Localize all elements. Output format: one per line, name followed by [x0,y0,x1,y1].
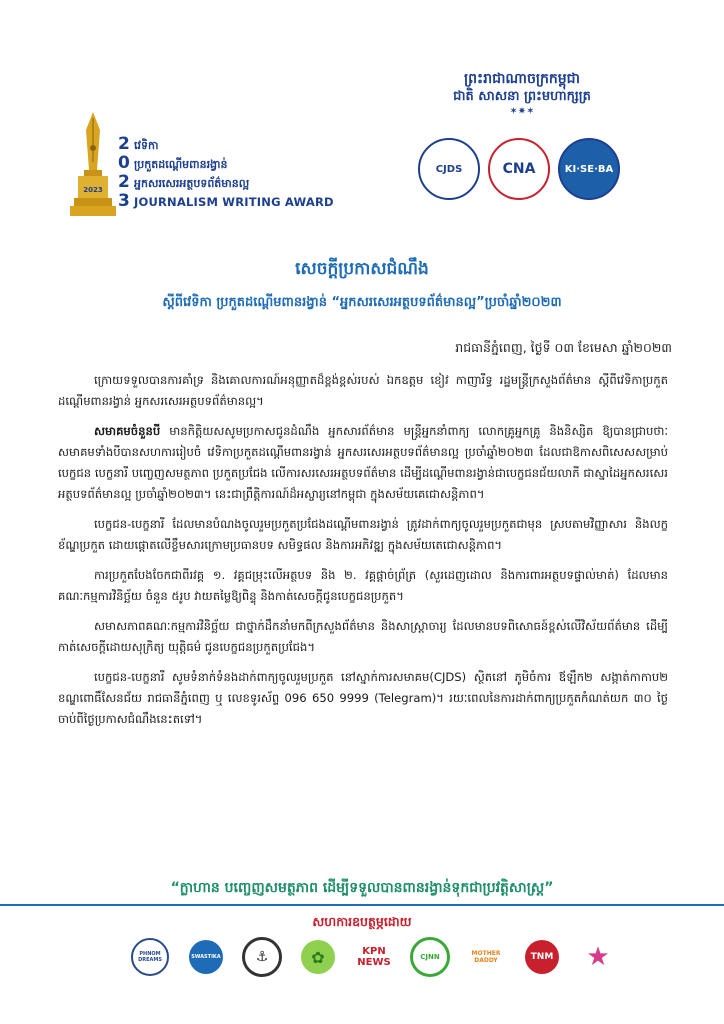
sponsor-label: សហការឧបត្ថម្ភដោយ [312,914,412,929]
trophy-year: 2023 [83,186,103,194]
divider [0,904,724,906]
kingdom-header [422,70,622,118]
award-text: អ្នកសរសេរអត្ថបទព័ត៌មានល្អ [134,177,250,190]
sponsor-logos [126,934,622,980]
announcement-body [58,370,668,739]
sponsor-cjnn: CJNN [406,934,454,980]
award-digit: 3 [118,191,130,211]
page-subtitle: ស្ដីពីវេទិកា ប្រកួតដណ្ដើមពានរង្វាន់ “អ្នកសរសេរអត្ថបទព័ត៌មានល្អ”ប្រចាំឆ្នាំ២០២៣ [162,295,562,310]
paragraph: ក្រោយទទួលបានការគាំទ្រ និងគោលការណ៍អនុញ្ញាតដ៏ខ្ពង់ខ្ពស់របស់ ឯកឧត្តម ខៀវ កាញារីទ្ធ រដ្ឋមន្ត្រីក្រសួងព័ត៌មាន ស្ដីពីវេទិកាប្រកួតដណ្ដើមពានរង្វាន់ អ្នកសរសេរអត្ថបទព័ត៌មានល្អ។ [58,373,668,408]
sponsor-star: ★ [586,942,610,972]
sponsor-mother-daddy: MOTHER DADDY [471,950,501,964]
association-logo: KI·SE·BA [558,138,620,200]
award-text-english: JOURNALISM WRITING AWARD [134,195,334,209]
paragraph: បេក្ខជន-បេក្ខនារី ដែលមានបំណងចូលរួមប្រកួតប្រជែងដណ្ដើមពានរង្វាន់ ត្រូវដាក់ពាក្យចូលរួមប្រកួតជាមុន ស្របតាមវិញ្ញាសារ និងលក្ខខ័ណ្ឌប្រកួត ដោយផ្ដោតលើខ្លឹមសារក្រោមប្រធានបទ សមិទ្ធផល និងការអភិវឌ្ឍ ក្នុងសម័យតេជោសន្តិភាព។ [58,517,668,552]
ornament: ✶✷✶ [509,106,535,117]
cjds-logo: CJDS [418,138,480,200]
sponsor-emblem: ⚓ [238,934,286,980]
paragraph-lead: សមាគមចំនួនបី [94,424,161,438]
trophy-pen-icon [70,112,116,218]
cna-logo: CNA [488,138,550,200]
slogan: “ក្លាហាន បញ្ចេញសមត្ថភាព ដើម្បីទទួលបានពានរង្វាន់ទុកជាប្រវត្តិសាស្ត្រ” [170,880,554,896]
award-digit: 2 [118,134,130,154]
dateline: រាជធានីភ្នំពេញ, ថ្ងៃទី ០៣ ខែមេសា ឆ្នាំ២០២៣ [455,340,672,355]
paragraph: សមាសភាពគណៈកម្មការវិនិច្ឆ័យ ជាថ្នាក់ដឹកនាំមកពីក្រសួងព័ត៌មាន និងសាស្ត្រាចារ្យ ដែលមានបទពិសោធន៍ខ្ពស់លើវិស័យព័ត៌មាន ដើម្បីកាត់សេចក្ដីដោយសុក្រិត្យ យុត្តិធម៌ ជូនបេក្ខជនប្រកួតប្រជែង។ [58,619,668,654]
association-logos [418,138,620,200]
sponsor-tnm: TNM [518,934,566,980]
award-text: ប្រកួតដណ្ដើមពានរង្វាន់ [134,158,228,171]
kingdom-name: ព្រះរាជាណាចក្រកម្ពុជា [463,71,580,87]
paragraph: ការប្រកួតបែងចែកជាពីរវគ្គ ១. វគ្គជម្រុះលើអត្ថបទ និង ២. វគ្គផ្ដាច់ព្រ័ត្រ (សួរដេញដោល និងការពារអត្ថបទផ្ទាល់មាត់) ដែលមានគណៈកម្មការវិនិច្ឆ័យ ចំនួន ៥រូប វាយតម្លៃឱ្យពិន្ទុ និងកាត់សេចក្ដីជូនបេក្ខជនប្រកួត។ [58,568,668,603]
sponsor-swastika: SWASTIKA [182,934,230,980]
award-digit: 0 [118,153,130,173]
award-logo [60,112,334,222]
sponsor-phnom-dreams: PHNOM DREAMS [126,934,174,980]
page-title: សេចក្ដីប្រកាសជំណឹង [295,259,429,279]
award-digit: 2 [118,172,130,192]
paragraph: សមាគមចំនួនបី មានកិត្តិយសសូមប្រកាសជូនដំណឹង អ្នកសារព័ត៌មាន មន្ត្រីអ្នកនាំពាក្យ លោកគ្រូអ្នកគ្រូ និងនិស្សិត ឱ្យបានជ្រាបថាៈ សមាគមទាំងបីបានសហការរៀបចំ វេទិកាប្រកួតដណ្ដើមពានរង្វាន់ អ្នកសរសេរអត្ថបទព័ត៌មានល្អ ប្រចាំឆ្នាំ២០២៣ ដែលជាឱកាសពិសេសសម្រាប់បេក្ខជន បេក្ខនារី បញ្ចេញសមត្ថភាព ប្រកួតប្រជែង លើការសរសេរអត្ថបទព័ត៌មាន ដើម្បីដណ្ដើមពានរង្វាន់ជាបេក្ខជនជ័យលាភី ជាស្នាដៃអ្នកសរសេរអត្ថបទព័ត៌មានល្អ ប្រចាំឆ្នាំ២០២៣។ នេះជាព្រឹត្តិការណ៍ដ៏អស្ចារ្យនៅកម្ពុជា ក្នុងសម័យគេជោសន្តិភាព។ [58,424,668,501]
award-text: វេទិកា [134,139,159,152]
sponsor-kpn: KPN NEWS [357,946,391,968]
paragraph: បេក្ខជន-បេក្ខនារី សូមទំនាក់ទំនងដាក់ពាក្យចូលរួមប្រកួត នៅស្នាក់ការសមាគម(CJDS) ស្ថិតនៅ ភូមិចំការ ឪឡឹក២ សង្កាត់កាកាប២ ខណ្ឌពោធិ៍សែនជ័យ រាជធានីភ្នំពេញ ឬ លេខទូរស័ព្ទ 096 650 9999 (Telegram)។ រយៈពេលនៃការដាក់ពាក្យប្រកួតកំណត់យក ៣០ ថ្ងៃ ចាប់ពីថ្ងៃប្រកាសជំណឹងនេះតទៅ។ [58,670,668,726]
sponsor-green: ✿ [294,934,342,980]
national-motto: ជាតិ សាសនា ព្រះមហាក្សត្រ [453,89,591,104]
